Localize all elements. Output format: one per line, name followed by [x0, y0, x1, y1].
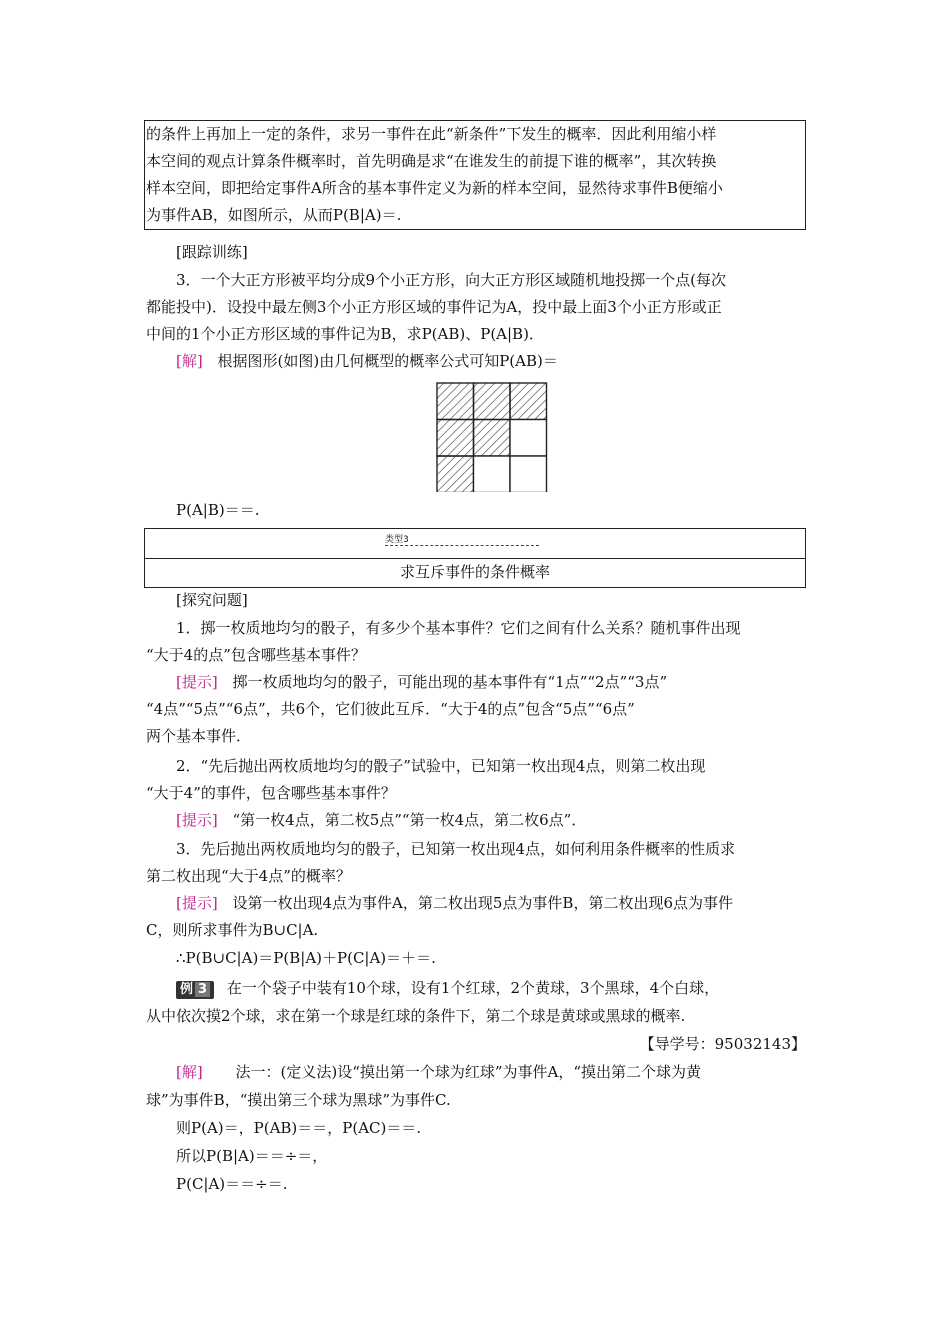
hint-1 — [176, 672, 667, 692]
solution-tag: [解] — [176, 352, 203, 370]
box-line-1: 的条件上再加上一定的条件，求另一事件在此“新条件”下发生的概率．因此利用缩小样 — [146, 125, 717, 143]
example-3 — [176, 978, 719, 999]
explore-heading: [探究问题] — [176, 591, 248, 609]
hatched-cell — [474, 383, 511, 420]
explore-q2-line-2: “大于4”的事件，包含哪些基本事件？ — [146, 784, 396, 802]
tracking-heading: [跟踪训练] — [176, 243, 248, 261]
hatched-cell — [437, 383, 474, 420]
solution-tag: [解] — [176, 1063, 203, 1081]
example-label — [176, 981, 214, 999]
example-label-text: 例 — [180, 982, 194, 997]
hint-1-line-3: 两个基本事件． — [146, 727, 252, 745]
hint-2-text: “第一枚4点，第二枚5点”“第一枚4点，第二枚6点”． — [232, 811, 587, 829]
nine-square-grid-figure — [436, 382, 548, 492]
hint-2 — [176, 810, 586, 830]
example-sol-line-3: 则P(A)＝，P(AB)＝＝，P(AC)＝＝. — [176, 1119, 422, 1137]
type-tag: 类型3 — [385, 532, 539, 546]
solution-text: 根据图形(如图)由几何概型的概率公式可知P(AB)＝ — [217, 352, 558, 370]
hatched-cell — [474, 420, 511, 457]
hint-tag: [提示] — [176, 811, 218, 829]
explore-q3-line-2: 第二枚出现“大于4点”的概率？ — [146, 867, 351, 885]
after-grid-text: P(A|B)＝＝. — [176, 501, 260, 519]
hint-3-line-2: C，则所求事件为B∪C|A. — [146, 921, 319, 939]
hint-tag: [提示] — [176, 673, 218, 691]
hatched-cell — [437, 456, 474, 492]
hatched-cell — [437, 420, 474, 457]
example-sol-line-4: 所以P(B|A)＝＝÷＝， — [176, 1147, 328, 1165]
hint-3-line-3: ∴P(B∪C|A)＝P(B|A)＋P(C|A)＝＋＝. — [176, 949, 436, 967]
explore-q1-line-2: “大于4的点”包含哪些基本事件？ — [146, 646, 366, 664]
example-sol-line-5: P(C|A)＝＝÷＝. — [176, 1175, 288, 1193]
explore-q2-line-1: 2．“先后抛出两枚质地均匀的骰子”试验中，已知第一枚出现4点，则第二枚出现 — [176, 757, 706, 775]
hatched-cell — [510, 383, 547, 420]
tracking-q-line-2: 都能投中)．设投中最左侧3个小正方形区域的事件记为A，投中最上面3个小正方形或正 — [146, 298, 722, 316]
explore-q3-line-1: 3．先后抛出两枚质地均匀的骰子，已知第一枚出现4点，如何利用条件概率的性质求 — [176, 840, 736, 858]
explore-q1-line-1: 1．掷一枚质地均匀的骰子，有多少个基本事件？它们之间有什么关系？随机事件出现 — [176, 619, 741, 637]
tracking-q-line-3: 中间的1个小正方形区域的事件记为B，求P(AB)、P(A|B)． — [146, 325, 544, 343]
example-line-1: 在一个袋子中装有10个球，设有1个红球，2个黄球，3个黑球，4个白球， — [226, 979, 720, 997]
example-number: 3 — [195, 982, 210, 997]
empty-cell — [510, 456, 547, 492]
guide-number: 【导学号：95032143】 — [639, 1035, 806, 1053]
banner-divider — [145, 558, 805, 559]
hint-tag: [提示] — [176, 894, 218, 912]
hint-3-line-1: 设第一枚出现4点为事件A，第二枚出现5点为事件B，第二枚出现6点为事件 — [232, 894, 733, 912]
hint-3 — [176, 893, 733, 913]
tracking-q-line-1: 3．一个大正方形被平均分成9个小正方形，向大正方形区域随机地投掷一个点(每次 — [176, 271, 726, 289]
example-line-2: 从中依次摸2个球，求在第一个球是红球的条件下，第二个球是黄球或黑球的概率. — [146, 1007, 686, 1025]
empty-cell — [474, 456, 511, 492]
empty-cell — [510, 420, 547, 457]
example-sol-line-2: 球”为事件B，“摸出第三个球为黑球”为事件C. — [146, 1091, 451, 1109]
box-line-3: 样本空间，即把给定事件A所含的基本事件定义为新的样本空间，显然待求事件B便缩小 — [146, 179, 723, 197]
example-solution — [176, 1062, 701, 1082]
hint-1-line-1: 掷一枚质地均匀的骰子，可能出现的基本事件有“1点”“2点”“3点” — [232, 673, 668, 691]
type-3-banner — [144, 528, 806, 588]
box-line-4: 为事件AB，如图所示，从而P(B|A)＝. — [146, 206, 402, 224]
tracking-solution — [176, 351, 558, 371]
type-title: 求互斥事件的条件概率 — [399, 563, 550, 581]
hint-1-line-2: “4点”“5点”“6点”，共6个，它们彼此互斥．“大于4的点”包含“5点”“6点” — [146, 700, 635, 718]
box-line-2: 本空间的观点计算条件概率时，首先明确是求“在谁发生的前提下谁的概率”，其次转换 — [146, 152, 717, 170]
example-sol-line-1: 法一：(定义法)设“摸出第一个球为红球”为事件A，“摸出第二个球为黄 — [235, 1063, 702, 1081]
